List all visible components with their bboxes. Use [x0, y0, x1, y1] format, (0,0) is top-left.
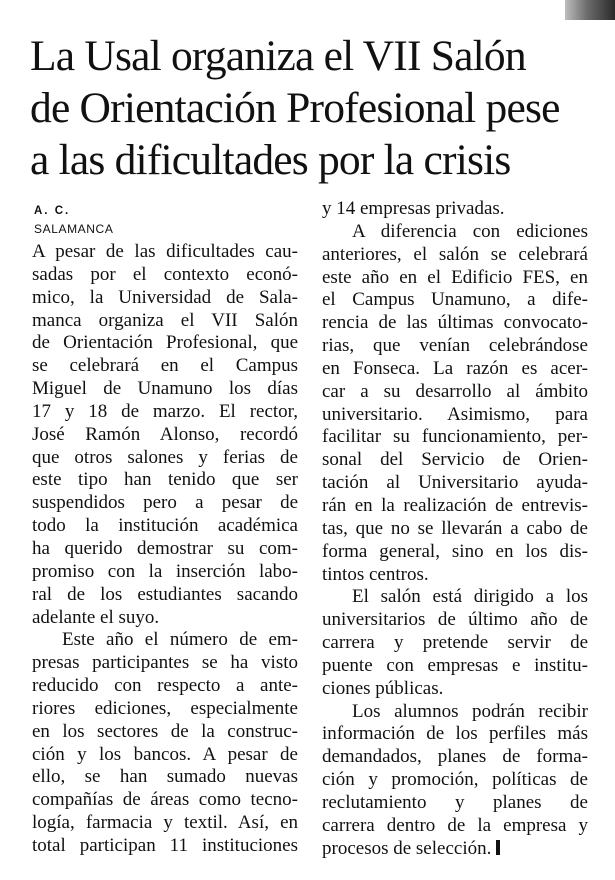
- text-line: demandados, planes de forma-: [322, 746, 588, 768]
- article-column-2: [322, 198, 588, 860]
- text-line: sadas por el contexto econó-: [32, 263, 298, 285]
- text-line: total participan 11 instituciones: [32, 834, 298, 856]
- text-line-last: [322, 838, 588, 861]
- text-line: reclutamiento y planes de: [322, 791, 588, 813]
- text-line: sonal del Servicio de Orien-: [322, 449, 588, 471]
- headline-line: La Usal organiza el VII Salón: [30, 32, 526, 80]
- text-line: carrera y pretende servir de: [322, 632, 588, 654]
- text-line-final: procesos de selección.: [322, 837, 492, 859]
- text-line: tintos centros.: [322, 563, 429, 585]
- text-line: adelante el suyo.: [32, 606, 160, 628]
- text-line: ción y los bancos. A pesar de: [32, 743, 298, 765]
- headline-line: de Orientación Profesional pese: [30, 84, 560, 132]
- text-line: tación al Universitario ayuda-: [322, 472, 588, 494]
- text-line: logía, farmacia y textil. Así, en: [32, 812, 298, 834]
- dateline-location: SALAMANCA: [34, 222, 114, 236]
- byline: A. C.: [34, 205, 71, 217]
- text-line: Los alumnos podrán recibir: [352, 700, 588, 722]
- text-line: todo la institución académica: [32, 515, 298, 537]
- text-line: rencia de las últimas convocato-: [322, 312, 588, 334]
- text-line: rán en la realización de entrevis-: [322, 494, 588, 516]
- text-line: información de los perfiles más: [322, 723, 588, 745]
- text-line: Este año el número de em-: [62, 629, 298, 651]
- text-line: de Orientación Profesional, que: [32, 332, 298, 354]
- text-line: ello, se han sumado nuevas: [32, 766, 298, 788]
- text-line: promiso con la inserción labo-: [32, 560, 298, 582]
- headline-line: a las dificultades por la crisis: [30, 136, 511, 184]
- text-line: universitarios de último año de: [322, 609, 588, 631]
- text-line: en Fonseca. La razón es acer-: [322, 357, 588, 379]
- text-line: en los sectores de la construc-: [32, 720, 298, 742]
- text-line: y 14 empresas privadas.: [322, 198, 505, 219]
- text-line: este año en el Edificio FES, en: [322, 266, 588, 288]
- text-line: facilitar su funcionamiento, per-: [322, 426, 588, 448]
- text-line: el Campus Unamuno, a dife-: [322, 289, 588, 311]
- text-line: riores ediciones, especialmente: [32, 697, 298, 719]
- text-line: ción y promoción, políticas de: [322, 769, 588, 791]
- text-line: forma general, sino en los dis-: [322, 540, 588, 562]
- text-line: anteriores, el salón se celebrará: [322, 243, 588, 265]
- end-of-article-mark: [496, 840, 500, 855]
- text-line: universitario. Asimismo, para: [322, 403, 588, 425]
- text-line: ral de los estudiantes sacando: [32, 583, 298, 605]
- headline: [30, 30, 610, 186]
- text-line: presas participantes se ha visto: [32, 652, 298, 674]
- text-line: que otros salones y ferias de: [32, 446, 298, 468]
- text-line: car a su desarrollo al ámbito: [322, 380, 588, 402]
- text-line: José Ramón Alonso, recordó: [32, 423, 298, 445]
- text-line: rias, que venían celebrándose: [322, 335, 588, 357]
- text-line: El salón está dirigido a los: [352, 586, 588, 608]
- text-line: A diferencia con ediciones: [352, 220, 588, 242]
- text-line: mico, la Universidad de Sala-: [32, 286, 298, 308]
- text-line: puente con empresas e institu-: [322, 654, 588, 676]
- text-line: ciones públicas.: [322, 677, 444, 699]
- text-line: suspendidos pero a pesar de: [32, 492, 298, 514]
- text-line: tas, que no se llevarán a cabo de: [322, 517, 588, 539]
- text-line: este tipo han tenido que ser: [32, 469, 298, 491]
- text-line: 17 y 18 de marzo. El rector,: [32, 400, 298, 422]
- text-line: compañías de áreas como tecno-: [32, 789, 298, 811]
- text-line: manca organiza el VII Salón: [32, 309, 298, 331]
- page-corner-mark: [565, 0, 615, 20]
- text-line: reducido con respecto a ante-: [32, 675, 298, 697]
- text-line: se celebrará en el Campus: [32, 355, 298, 377]
- text-line: A pesar de las dificultades cau-: [32, 241, 298, 262]
- text-line: carrera dentro de la empresa y: [322, 814, 588, 836]
- text-line: ha querido demostrar su com-: [32, 537, 298, 559]
- article-column-1: [32, 241, 298, 858]
- text-line: Miguel de Unamuno los días: [32, 378, 298, 400]
